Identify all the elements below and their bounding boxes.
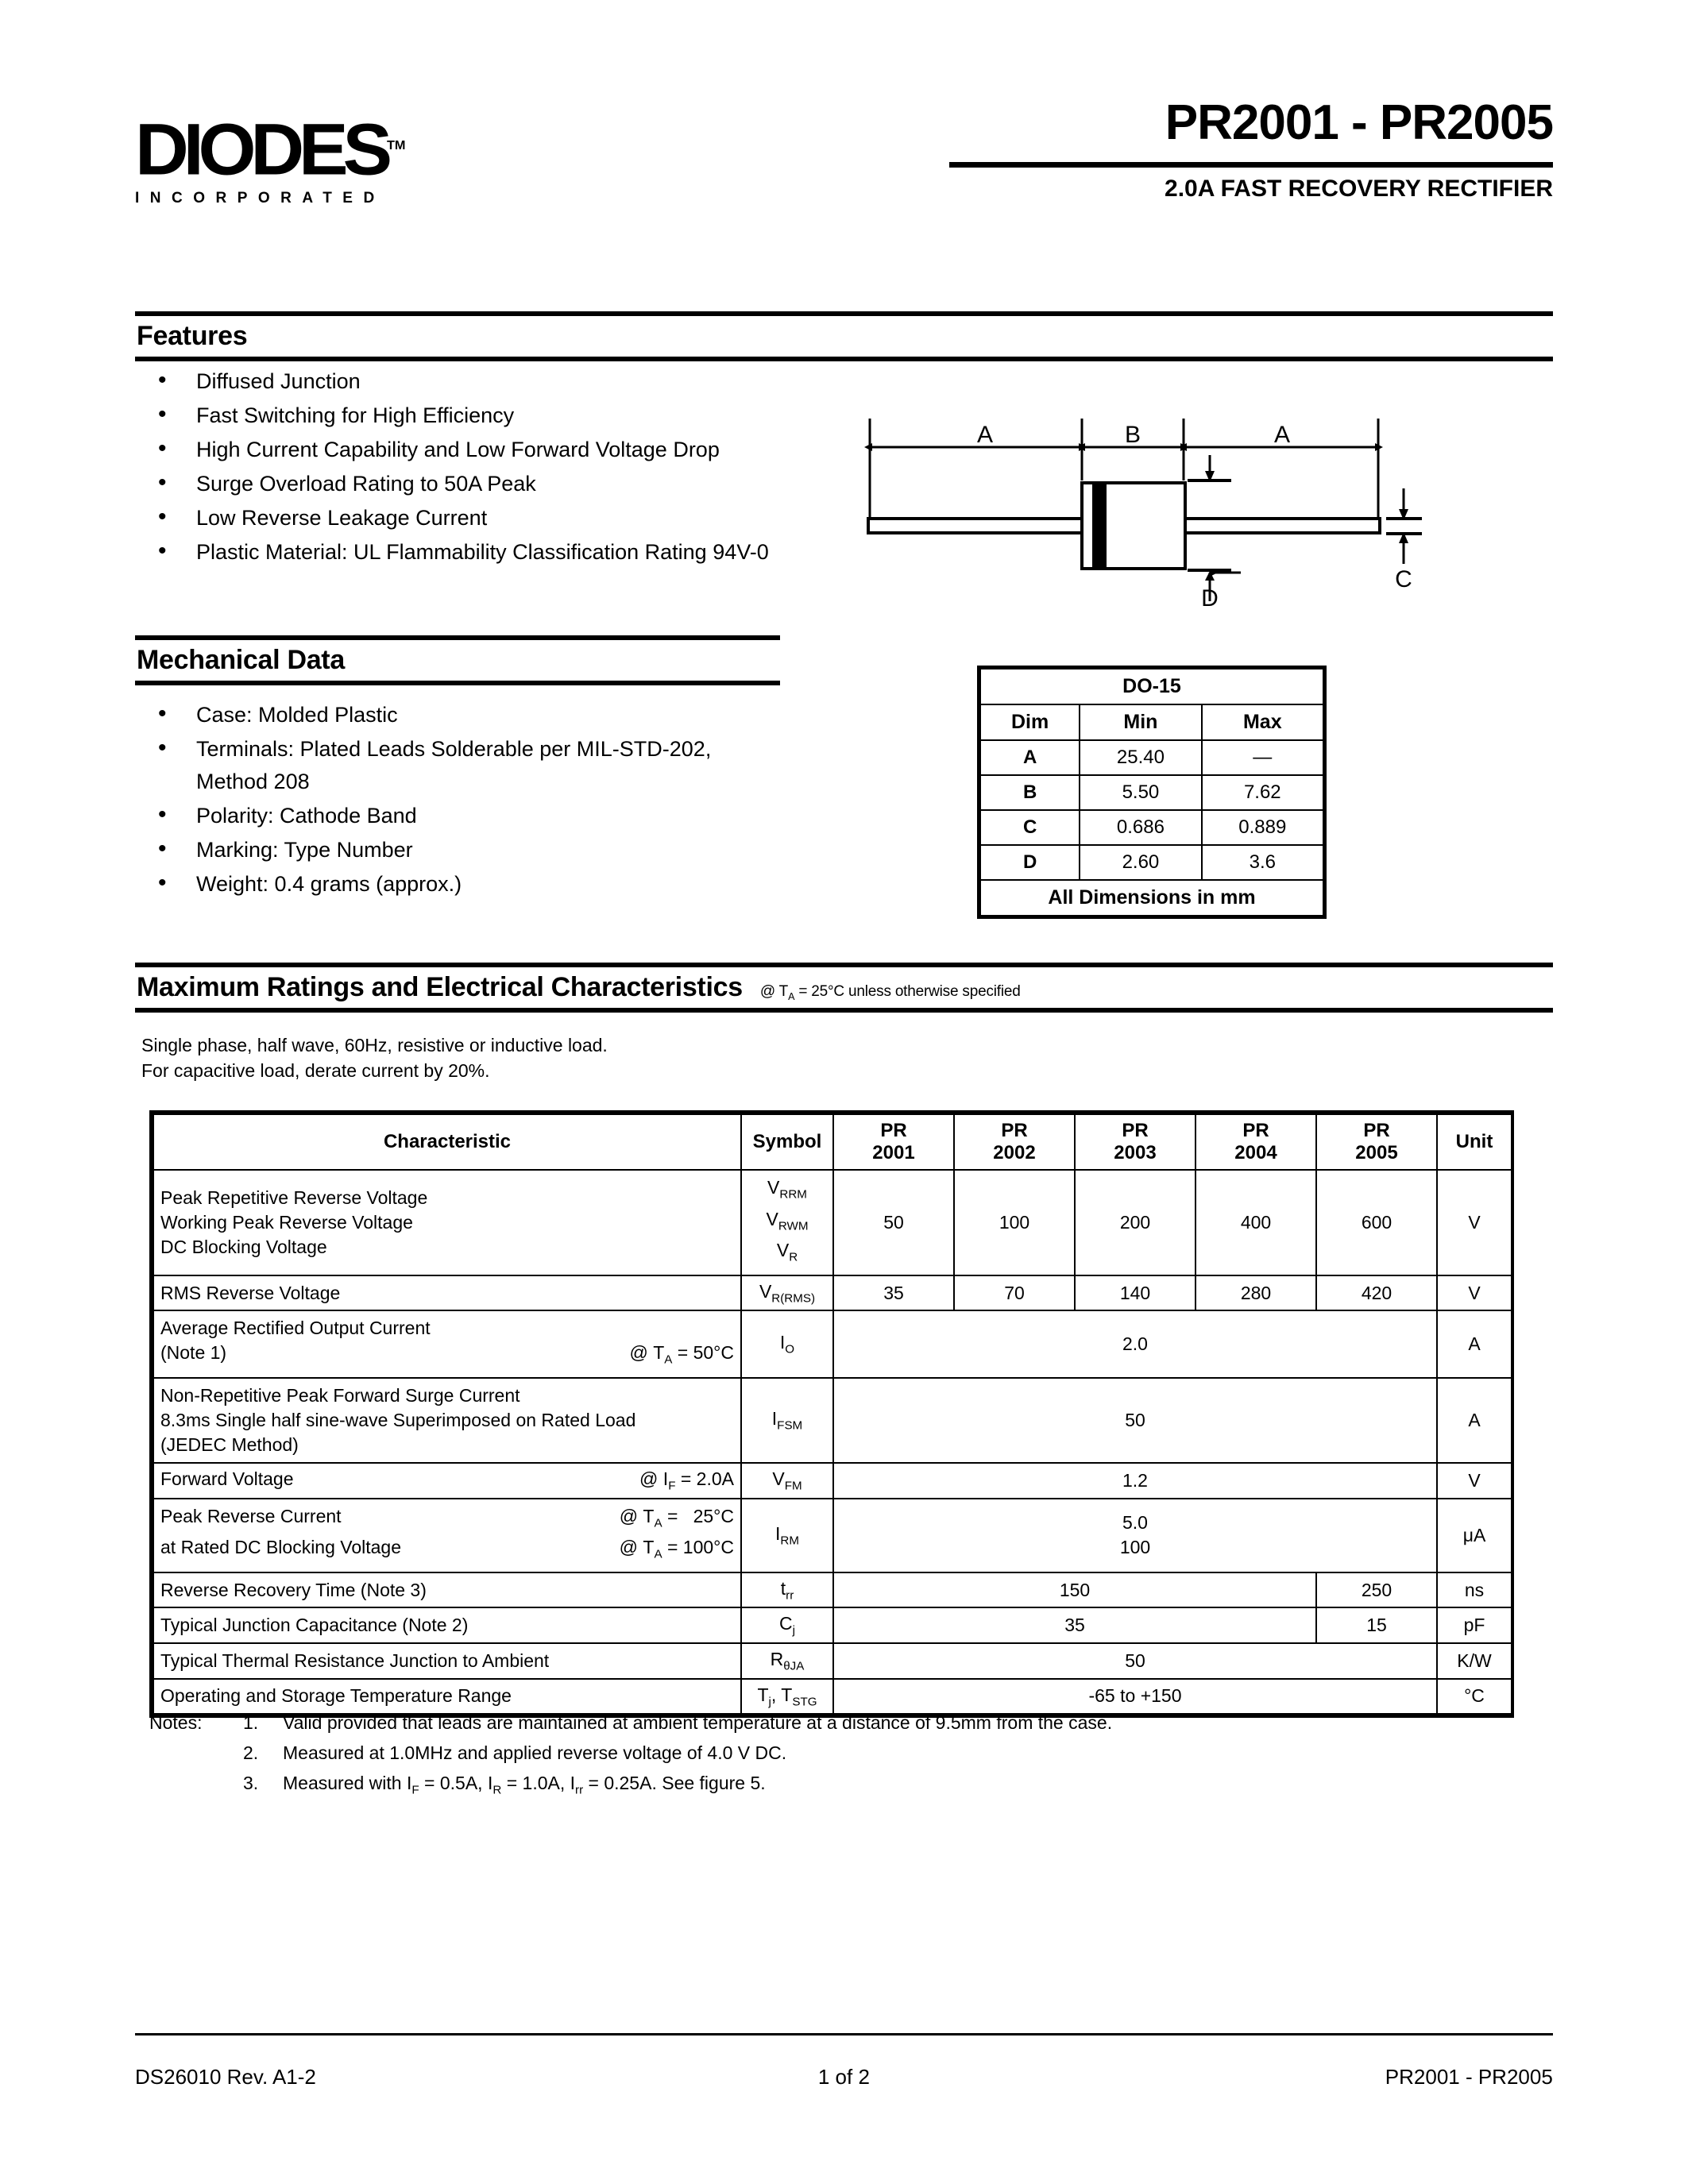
dim-name: D [980,845,1080,880]
list-item: • Weight: 0.4 grams (approx.) [147,868,774,901]
package-name-cell: DO-15 [980,669,1323,704]
list-item: • Fast Switching for High Efficiency [147,399,774,432]
column-header-dim: Dim [980,704,1080,740]
ratings-heading-note [760,983,1021,1002]
characteristic-line: DC Blocking Voltage [160,1236,327,1257]
dim-min: 5.50 [1080,775,1201,810]
table-row [153,1643,1512,1679]
package-dimension-table [977,666,1327,919]
dimension-label-d: D [1201,585,1219,612]
unit-cell: K/W [1437,1643,1512,1679]
characteristic-cell: RMS Reverse Voltage [153,1275,741,1311]
mechanical-data-section [135,635,780,685]
characteristic-line: 8.3ms Single half sine-wave Superimposed on Rated Load [160,1409,636,1430]
symbol-cell [741,1463,833,1499]
list-item: • Case: Molded Plastic [147,699,774,731]
package-diagram-svg [866,401,1412,612]
mechanical-data-list [147,699,774,902]
part-number: 2002 [993,1142,1036,1163]
diodes-logo [135,110,532,213]
value-cell-span-left: 150 [833,1572,1316,1608]
trademark-icon: TM [386,139,406,152]
table-row [153,1310,1512,1378]
table-row [980,845,1323,880]
value-cell: 35 [833,1275,954,1311]
symbol-sub: θJA [783,1659,805,1673]
part-number: 2001 [872,1142,915,1163]
symbol-sub: RM [780,1534,799,1548]
characteristic-cell: Typical Thermal Resistance Junction to Ambient [153,1643,741,1679]
footer-divider [135,2033,1553,2035]
value-cell: 400 [1196,1170,1316,1275]
characteristic-cell [153,1170,741,1275]
unit-cell: V [1437,1275,1512,1311]
note-text: Valid provided that leads are maintained at ambient temperature at a distance of 9.5mm from the case. [283,1712,1113,1733]
unit-cell: V [1437,1463,1512,1499]
characteristic-cell [153,1499,741,1572]
symbol-sub: R [789,1250,798,1264]
dimension-units-note: All Dimensions in mm [980,880,1323,916]
value-cell-span: 1.2 [833,1463,1437,1499]
value-cell: 15 [1316,1607,1437,1643]
dimension-label-b: B [1124,422,1141,448]
part-prefix: PR [1363,1120,1390,1141]
ratings-table [149,1110,1514,1718]
footer-part-range: PR2001 - PR2005 [1385,2065,1553,2089]
symbol-sub: STG [792,1695,817,1709]
dim-name: B [980,775,1080,810]
features-section [135,311,1553,361]
table-row [153,1170,1512,1275]
value-line: 5.0 [1122,1512,1148,1534]
unit-cell: A [1437,1310,1512,1378]
list-item: • High Current Capability and Low Forward Voltage Drop [147,434,774,466]
symbol-cell [741,1310,833,1378]
symbol-base: I [771,1408,778,1430]
part-number: 2003 [1114,1142,1157,1163]
mechanical-data-heading: Mechanical Data [137,645,345,675]
page-header [135,95,1553,254]
package-outline-diagram [866,401,1412,612]
column-header-symbol: Symbol [741,1114,833,1170]
logo-subtitle: INCORPORATED [135,189,385,206]
note-number: 3. [243,1773,259,1793]
unit-cell: μA [1437,1499,1512,1572]
column-header-pr2003 [1075,1114,1196,1170]
value-cell: 280 [1196,1275,1316,1311]
dim-max: 0.889 [1202,810,1323,845]
symbol-base: t [780,1577,786,1599]
symbol-cell [741,1572,833,1608]
symbol-cell [741,1378,833,1463]
document-title-block [949,95,1553,203]
features-list [147,365,774,570]
column-header-pr2005 [1316,1114,1437,1170]
column-header-max: Max [1202,704,1323,740]
table-row [980,669,1323,704]
characteristic-line: at Rated DC Blocking Voltage [160,1537,402,1558]
column-header-characteristic: Characteristic [153,1114,741,1170]
list-item: • Diffused Junction [147,365,774,398]
symbol-base: V [766,1208,778,1229]
condition-text: @ $T_A = 50^\circ C$ [629,1342,734,1367]
table-row [153,1275,1512,1311]
symbol-cell [741,1275,833,1311]
table-row [153,1378,1512,1463]
part-prefix: PR [1001,1120,1028,1141]
part-prefix: PR [1122,1120,1149,1141]
list-item: • Surge Overload Rating to 50A Peak [147,468,774,500]
part-number: 2004 [1234,1142,1277,1163]
notes-section [149,1707,1500,1806]
mechanical-rule-bottom [135,681,780,685]
footer-document-id: DS26010 Rev. A1-2 [135,2065,316,2089]
dimension-label-a-left: A [976,422,994,448]
table-row [980,880,1323,916]
dim-min: 0.686 [1080,810,1201,845]
ratings-note-prefix: @ T [759,983,789,1000]
part-number: 2005 [1355,1142,1398,1163]
note-text: Measured at 1.0MHz and applied reverse voltage of 4.0 V DC. [283,1742,787,1763]
value-cell-span-left: 35 [833,1607,1316,1643]
symbol-base: V [772,1468,785,1489]
symbol-sub: R(RMS) [771,1291,816,1306]
symbol-base: V [776,1240,790,1261]
value-cell: 600 [1316,1170,1437,1275]
characteristic-cell [153,1378,741,1463]
table-row [980,810,1323,845]
title-divider [949,162,1553,168]
dim-max: 3.6 [1202,845,1323,880]
column-header-pr2001 [833,1114,954,1170]
unit-cell: A [1437,1378,1512,1463]
intro-line-1: Single phase, half wave, 60Hz, resistive or inductive load. [141,1035,608,1055]
unit-cell: V [1437,1170,1512,1275]
value-cell-span: -65 to +150 [833,1679,1437,1715]
value-cell: 50 [833,1170,954,1275]
list-item: • Low Reverse Leakage Current [147,502,774,534]
dimension-label-c: C [1395,566,1412,592]
symbol-cell [741,1499,833,1572]
condition-text: @ $I_F = 2.0A$ [639,1468,734,1493]
value-cell-span: 50 [833,1378,1437,1463]
characteristic-line: Non-Repetitive Peak Forward Surge Current [160,1384,520,1406]
logo-wordmark [135,109,540,191]
note-text: Measured with $I_F = 0.5A$, $I_R = 1.0A$, $I_{rr} = 0.25A$. See figure 5. [283,1773,766,1797]
characteristic-cell [153,1310,741,1378]
dim-max: — [1202,740,1323,775]
symbol-cell [741,1607,833,1643]
note-number: 2. [243,1742,259,1763]
list-item: • Polarity: Cathode Band [147,800,774,832]
column-header-pr2002 [954,1114,1075,1170]
unit-cell: pF [1437,1607,1512,1643]
ratings-intro [141,1032,608,1083]
ratings-section-heading [135,963,1553,1013]
table-row [153,1572,1512,1608]
table-row [153,1499,1512,1572]
unit-cell: °C [1437,1679,1512,1715]
symbol-base: R [770,1648,784,1669]
symbol-sub: j [768,1695,771,1709]
list-item: • Plastic Material: UL Flammability Classification Rating 94V-0 [147,536,774,569]
value-cell: 420 [1316,1275,1437,1311]
value-line: 100 [1119,1537,1151,1558]
list-item: • Marking: Type Number [147,834,774,866]
characteristic-cell: Reverse Recovery Time (Note 3) [153,1572,741,1608]
characteristic-line: (Note 1) [160,1342,227,1364]
symbol-sub: O [785,1342,795,1356]
column-header-unit: Unit [1437,1114,1512,1170]
symbol-cell [741,1643,833,1679]
symbol-base: I [779,1332,786,1353]
value-cell-span [833,1499,1437,1572]
characteristic-cell [153,1463,741,1499]
symbol-base: V [767,1177,780,1198]
list-item: • Terminals: Plated Leads Solderable per MIL-STD-202, Method 208 [147,733,774,798]
value-cell: 70 [954,1275,1075,1311]
column-header-min: Min [1080,704,1201,740]
features-heading: Features [137,321,248,351]
table-row [153,1607,1512,1643]
symbol-base: C [779,1613,793,1634]
table-row [980,704,1323,740]
value-cell-span: 50 [833,1643,1437,1679]
condition-text: @ $T_A = 100^\circ C$ [619,1537,734,1561]
value-cell: 200 [1075,1170,1196,1275]
characteristic-cell: Operating and Storage Temperature Range [153,1679,741,1715]
dim-name: C [980,810,1080,845]
footer-page-number: 1 of 2 [817,2065,870,2089]
dim-max: 7.62 [1202,775,1323,810]
table-row [980,775,1323,810]
unit-cell: ns [1437,1572,1512,1608]
characteristic-line: Forward Voltage [160,1468,294,1489]
value-cell-span: 2.0 [833,1310,1437,1378]
page-footer [135,2065,1553,2089]
column-header-pr2004 [1196,1114,1316,1170]
dim-name: A [980,740,1080,775]
symbol-sub: rr [786,1588,794,1603]
value-cell: 250 [1316,1572,1437,1608]
characteristic-line: Peak Reverse Current [160,1505,342,1526]
characteristic-line: (JEDEC Method) [160,1433,299,1455]
symbol-base: V [759,1280,772,1302]
part-prefix: PR [1242,1120,1269,1141]
condition-text: @ $T_A = 25^\circ C$ [619,1505,734,1530]
table-header-row [153,1114,1512,1170]
dimension-label-a-right: A [1273,422,1291,448]
symbol-cell [741,1170,833,1275]
characteristic-line: Average Rectified Output Current [160,1318,431,1339]
characteristic-line: Peak Repetitive Reverse Voltage [160,1187,428,1208]
value-cell: 140 [1075,1275,1196,1311]
intro-line-2: For capacitive load, derate current by 20%. [141,1060,490,1081]
characteristic-line: Working Peak Reverse Voltage [160,1211,413,1233]
dim-min: 25.40 [1080,740,1201,775]
part-prefix: PR [880,1120,907,1141]
ratings-heading: Maximum Ratings and Electrical Characteristics [137,972,743,1002]
dim-min: 2.60 [1080,845,1201,880]
table-row [153,1463,1512,1499]
notes-label: Notes: [149,1712,203,1733]
symbol-cell: $T_j$, $T_{STG}$ [741,1679,833,1715]
value-cell: 100 [954,1170,1075,1275]
symbol-sub: FSM [777,1418,803,1433]
symbol-base: T [757,1684,769,1705]
features-rule-bottom [135,357,1553,361]
table-row [980,740,1323,775]
characteristic-cell: Typical Junction Capacitance (Note 2) [153,1607,741,1643]
symbol-sub: RWM [778,1219,809,1233]
ratings-rule-bottom [135,1008,1553,1013]
symbol-sub: RRM [779,1187,807,1202]
note-number: 1. [243,1712,259,1733]
logo-wordmark-text: DIODES [135,109,387,191]
ratings-note-sub: A [788,990,795,1002]
document-subtitle: 2.0A FAST RECOVERY RECTIFIER [1165,176,1553,202]
symbol-sub: FM [784,1479,802,1493]
page-title: PR2001 - PR2005 [1165,95,1553,150]
symbol-base: I [775,1522,781,1544]
symbol-sub: j [792,1623,795,1638]
ratings-note-rest: = 25°C unless otherwise specified [794,983,1021,1000]
symbol-base: T [781,1684,793,1705]
